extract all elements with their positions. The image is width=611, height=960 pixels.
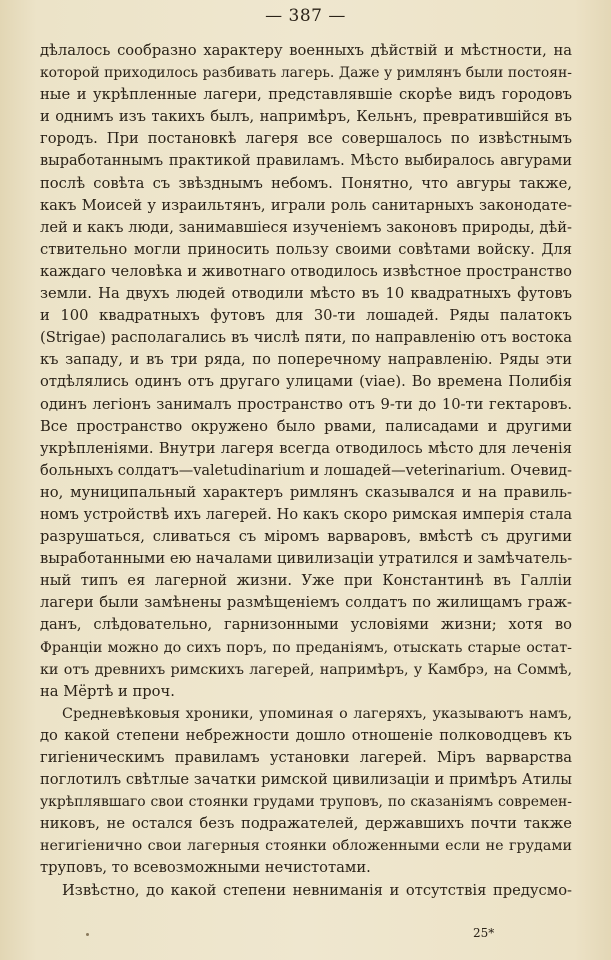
text-line: гигіеническимъ правиламъ установки лагерей. Міръ варварства (40, 749, 572, 766)
text-line: лей и какъ люди, занимавшіеся изученіемъ законовъ природы, дѣй- (40, 218, 572, 236)
text-line: Средневѣковыя хроники, упоминая о лагеряхъ, указываютъ намъ, (62, 705, 572, 722)
text-line: одинъ легіонъ занималъ пространство отъ 9-ти до 10-ти гектаровъ. (40, 395, 572, 413)
text-line: больныхъ солдатъ—valetudinarium и лошадей—veterinarium. Очевид- (40, 462, 572, 479)
text-line: ные и укрѣпленные лагери, представлявшіе скорѣе видъ городовъ (40, 86, 572, 104)
body-text (40, 40, 572, 902)
text-line: ки отъ древнихъ римскихъ лагерей, напримѣръ, у Камбрэ, на Соммѣ, (40, 661, 572, 678)
text-line: послѣ совѣта съ звѣзднымъ небомъ. Понятно, что авгуры также, (40, 174, 572, 192)
text-line: на Мёртѣ и проч. (40, 682, 175, 700)
text-line: лагери были замѣнены размѣщеніемъ солдатъ по жилищамъ граж- (40, 594, 572, 612)
text-line: Извѣстно, до какой степени невниманія и отсутствія предусмо- (62, 881, 572, 899)
text-line: выработанными ею началами цивилизаціи утратился и замѣчатель- (40, 550, 573, 568)
text-line: дѣлалось сообразно характеру военныхъ дѣйствій и мѣстности, на (40, 42, 572, 59)
text-line: до какой степени небрежности дошло отношеніе полководцевъ къ (40, 726, 572, 744)
text-line: труповъ, то всевозможными нечистотами. (40, 859, 371, 877)
text-line: городъ. При постановкѣ лагеря все совершалось по извѣстнымъ (40, 130, 572, 148)
signature-mark: 25* (473, 926, 495, 940)
text-line: къ западу, и въ три ряда, по поперечному направленію. Ряды эти (40, 351, 572, 369)
text-line: каждаго человѣка и животнаго отводилось извѣстное пространство (40, 262, 572, 280)
text-line: разрушаться, сливаться съ міромъ варваровъ, вмѣстѣ съ другими (40, 528, 572, 546)
text-line: ствительно могли приносить пользу своими совѣтами войску. Для (40, 240, 572, 258)
text-line: укрѣплявшаго свои стоянки грудами труповъ, по сказаніямъ современ- (40, 794, 572, 811)
text-line: и 100 квадратныхъ футовъ для 30-ти лошадей. Ряды палатокъ (40, 307, 572, 325)
text-line: и однимъ изъ такихъ былъ, напримѣръ, Кельнъ, превратившійся въ (40, 108, 572, 126)
text-line: которой приходилось разбивать лагерь. Даже у римлянъ были постоян- (40, 65, 572, 82)
text-line: Все пространство окружено было рвами, палисадами и другими (40, 417, 572, 435)
text-line: данъ, слѣдовательно, гарнизонными условіями жизни; хотя во (40, 616, 572, 634)
page-number: — 387 — (265, 6, 346, 26)
text-line: выработаннымъ практикой правиламъ. Мѣсто выбиралось авгурами (40, 153, 572, 170)
text-line: но, муниципальный характеръ римлянъ сказывался и на правиль- (40, 483, 572, 501)
text-line: негигіенично свои лагерныя стоянки обложенными если не грудами (40, 838, 572, 855)
text-line: земли. На двухъ людей отводили мѣсто въ 10 квадратныхъ футовъ (40, 285, 572, 303)
text-line: какъ Моисей у израильтянъ, играли роль санитарныхъ законодате- (40, 196, 572, 214)
ink-speck (86, 933, 89, 936)
text-line: ный типъ ея лагерной жизни. Уже при Константинѣ въ Галліи (40, 572, 572, 590)
text-line: Франціи можно до сихъ поръ, по преданіямъ, отыскать старые остат- (40, 639, 572, 656)
text-line: никовъ, не остался безъ подражателей, державшихъ почти также (40, 815, 572, 833)
text-line: номъ устройствѣ ихъ лагерей. Но какъ скоро римская имперія стала (40, 506, 572, 523)
text-line: поглотилъ свѣтлые зачатки римской цивилизаціи и примѣръ Атилы (40, 771, 572, 789)
text-line: отдѣлялись одинъ отъ другаго улицами (viae). Во времена Полибія (40, 373, 572, 391)
text-line: (Strigae) располагались въ числѣ пяти, по направленію отъ востока (40, 329, 572, 347)
text-line: укрѣпленіями. Внутри лагеря всегда отводилось мѣсто для леченія (40, 439, 572, 457)
